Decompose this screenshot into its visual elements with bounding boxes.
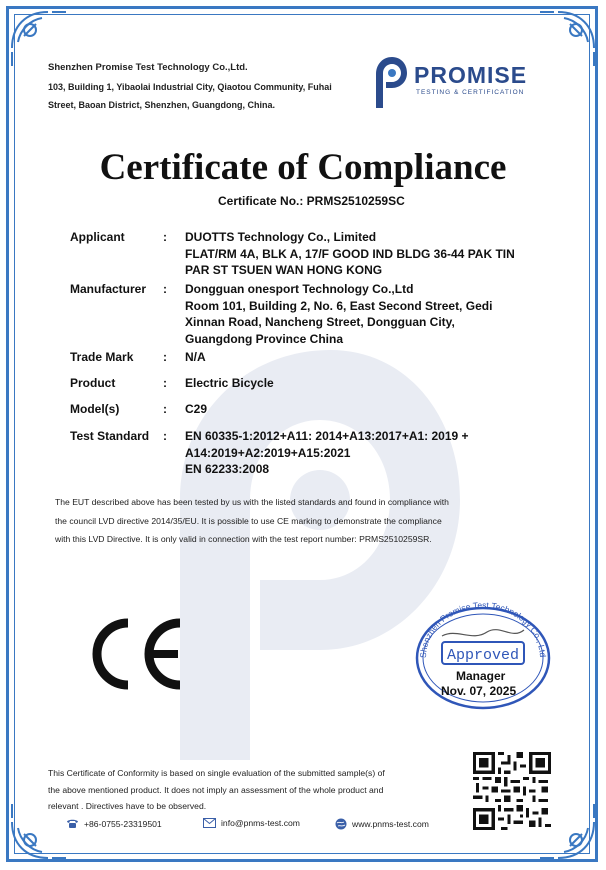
logo-wordmark: PROMISE bbox=[414, 62, 528, 88]
contact-phone bbox=[66, 818, 162, 829]
stamp-approved-text: Approved bbox=[446, 647, 520, 664]
models-label: Model(s) bbox=[70, 402, 120, 416]
signature-scribble bbox=[442, 630, 524, 636]
company-name: Shenzhen Promise Test Technology Co.,Ltd. bbox=[48, 62, 248, 73]
trademark-colon: : bbox=[163, 350, 167, 364]
statement-line: The EUT described above has been tested by us with the listed standards and found in compliance with bbox=[55, 497, 449, 507]
manufacturer-line: Room 101, Building 2, No. 6, East Second Street, Gedi bbox=[185, 298, 493, 313]
ce-mark bbox=[78, 615, 188, 693]
company-address-line1: 103, Building 1, Yibaolai Industrial City, Qiaotou Community, Fuhai bbox=[48, 82, 332, 92]
standard-line: EN 60335-1:2012+A11: 2014+A13:2017+A1: 2019 + bbox=[185, 429, 469, 443]
standard-line: EN 62233:2008 bbox=[185, 462, 270, 476]
manufacturer-line: Guangdong Province China bbox=[185, 331, 344, 346]
phone-icon bbox=[66, 818, 79, 829]
statement-line: with this LVD Directive. It is only valid in connection with the test report number: PRMS2510259SR. bbox=[55, 534, 432, 544]
footer-note-line: relevant . Directives have to be observed. bbox=[48, 801, 207, 811]
company-address-line2: Street, Baoan District, Shenzhen, Guangdong, China. bbox=[48, 100, 276, 110]
applicant-colon: : bbox=[163, 230, 167, 244]
signature-date: Nov. 07, 2025 bbox=[441, 684, 517, 698]
promise-logo-icon bbox=[372, 54, 410, 110]
trademark-label: Trade Mark bbox=[70, 350, 134, 364]
compliance-statement bbox=[55, 493, 535, 549]
certificate-number: Certificate No.: PRMS2510259SC bbox=[218, 194, 405, 208]
footer-note bbox=[48, 765, 468, 815]
product-label: Product bbox=[70, 376, 116, 390]
product-value: Electric Bicycle bbox=[185, 376, 274, 390]
models-colon: : bbox=[163, 402, 167, 416]
manufacturer-colon: : bbox=[163, 282, 167, 296]
corner-ornament-top-left bbox=[8, 8, 70, 70]
document-title: Certificate of Compliance bbox=[99, 147, 507, 188]
standard-value bbox=[185, 428, 555, 478]
email-address[interactable]: info@pnms-test.com bbox=[221, 818, 300, 828]
footer-note-line: This Certificate of Conformity is based on single evaluation of the submitted sample(s) of bbox=[48, 768, 385, 778]
website-url[interactable]: www.pnms-test.com bbox=[352, 819, 429, 829]
applicant-line: DUOTTS Technology Co., Limited bbox=[185, 230, 377, 244]
signer-title: Manager bbox=[456, 669, 506, 683]
corner-ornament-top-right bbox=[536, 8, 598, 70]
email-icon bbox=[203, 818, 216, 828]
standard-colon: : bbox=[163, 429, 167, 443]
standard-label: Test Standard bbox=[70, 429, 150, 443]
manufacturer-label: Manufacturer bbox=[70, 282, 147, 296]
applicant-value bbox=[185, 229, 555, 279]
logo-tagline: TESTING & CERTIFICATION bbox=[416, 89, 525, 96]
applicant-label: Applicant bbox=[70, 230, 125, 244]
contact-email bbox=[203, 818, 300, 828]
globe-icon bbox=[335, 818, 347, 830]
standard-line: A14:2019+A2:2019+A15:2021 bbox=[185, 445, 351, 460]
applicant-line: PAR ST TSUEN WAN HONG KONG bbox=[185, 263, 383, 277]
product-colon: : bbox=[163, 376, 167, 390]
models-value: C29 bbox=[185, 402, 208, 416]
manufacturer-value bbox=[185, 281, 555, 347]
applicant-line: FLAT/RM 4A, BLK A, 17/F GOOD IND BLDG 36-44 PAK TIN bbox=[185, 246, 515, 261]
manufacturer-line: Xinnan Road, Nancheng Street, Dongguan City, bbox=[185, 315, 455, 329]
trademark-value: N/A bbox=[185, 350, 206, 364]
phone-number: +86-0755-23319501 bbox=[84, 818, 162, 829]
statement-line: the council LVD directive 2014/35/EU. It is possible to use CE marking to demonstrate the compliance bbox=[55, 515, 442, 526]
qr-code bbox=[473, 752, 551, 830]
footer-note-line: the above mentioned product. It does not imply an assessment of the whole product and bbox=[48, 784, 384, 795]
contact-website bbox=[335, 818, 429, 830]
stamp-ring-text: Shenzhen Promise Test Technology Co., Ltd bbox=[417, 600, 549, 659]
manufacturer-line: Dongguan onesport Technology Co.,Ltd bbox=[185, 282, 414, 296]
